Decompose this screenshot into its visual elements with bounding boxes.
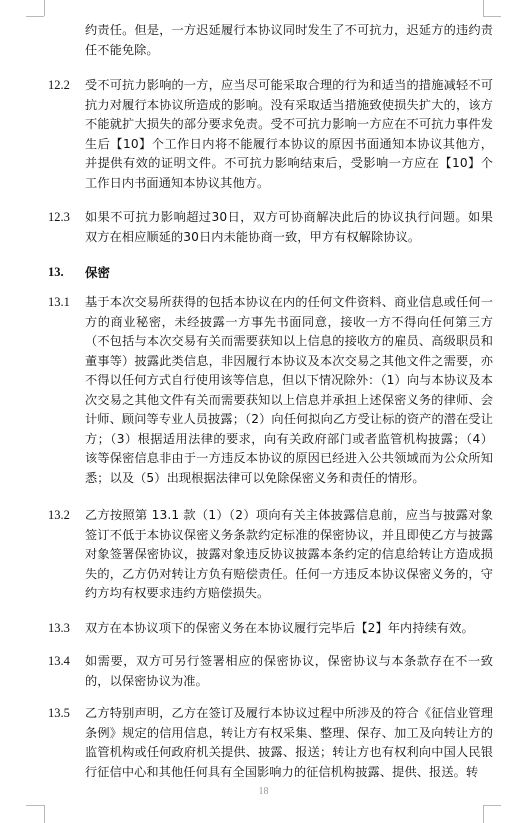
crop-mark [483,0,484,16]
clause-number: 12.3 [48,210,70,224]
crop-mark [26,16,44,17]
crop-mark [483,16,501,17]
clause-text: 如果不可抗力影响超过30日，双方可协商解决此后的协议执行问题。如果双方在相应顺延的30日内未能协商一致，甲方有权解除协议。 [85,210,493,244]
crop-mark [44,0,45,16]
clause-number: 12.2 [48,78,70,92]
clause-text: 基于本次交易所获得的包括本协议在内的任何文件资料、商业信息或任何一方的商业秘密，未经披露一方事先书面同意，接收一方不得向任何第三方（不包括与本次交易有关而需要获知以上信息的接收方的雇员、高级职员和董事等）披露此类信息，非因履行本协议及本次交易之其他文件之需要，亦不得以任何方式自行使用该等信息，但以下情况除外：（1）向与本协议及本次交易之其他文件有关而需要获知以上信息并承担上述保密义务的律师、会计师、顾问等专业人员披露；（2）向任何拟向乙方受让标的资产的潜在受让方；（3）根据适用法律的要求，向有关政府部门或者监管机构披露；（4）该等保密信息非由于一方违反本协议的原因已经进入公共领域而为公众所知悉；以及（5）出现根据法律可以免除保密义务和责任的情形。 [85,295,493,485]
clause-text: 乙方按照第 13.1 款（1）（2）项向有关主体披露信息前，应当与披露对象签订不低于本协议保密义务条款约定标准的保密协议，并且即使乙方与披露对象签署保密协议，披露对象违反协议披露本条约定的信息给转让方造成损失的，乙方仍对转让方负有赔偿责任。任何一方违反本协议保密义务的，守约方均有权要求违约方赔偿损失。 [85,508,493,600]
clause-text: 乙方特别声明，乙方在签订及履行本协议过程中所涉及的符合《征信业管理条例》规定的信用信息，转让方有权采集、整理、保存、加工及向转让方的监管机构或任何政府机关提供、披露、报送；转让方也有权利向中国人民银行征信中心和其他任何具有全国影响力的征信机构披露、提供、报送。转 [85,706,493,779]
section-number: 13. [48,265,64,279]
clause-number: 13.5 [48,706,70,720]
paragraph-text: 约责任。但是，一方迟延履行本协议同时发生了不可抗力，迟延方的违约责任不能免除。 [85,23,493,57]
clause-text: 如需要，双方可另行签署相应的保密协议，保密协议与本条款存在不一致的，以保密协议为准。 [85,654,493,688]
crop-mark [483,805,484,823]
clause-number: 13.2 [48,508,70,522]
clause-number: 13.4 [48,654,70,668]
clause-text: 受不可抗力影响的一方，应当尽可能采取合理的行为和适当的措施减轻不可抗力对履行本协议所造成的影响。没有采取适当措施致使损失扩大的，该方不能就扩大损失的部分要求免责。受不可抗力影响一方应在不可抗力事件发生后【10】个工作日内将不能履行本协议的原因书面通知本协议其他方，并提供有效的证明文件。不可抗力影响结束后，受影响一方应在【10】个工作日内书面通知本协议其他方。 [85,78,493,190]
crop-mark [44,805,45,823]
clause-text: 双方在本协议项下的保密义务在本协议履行完毕后【2】年内持续有效。 [85,621,474,635]
crop-mark [26,805,44,806]
page-number: 18 [258,786,269,797]
section-title: 保密 [85,265,111,280]
crop-mark [483,805,501,806]
clause-number: 13.1 [48,295,70,309]
clause-number: 13.3 [48,621,70,635]
